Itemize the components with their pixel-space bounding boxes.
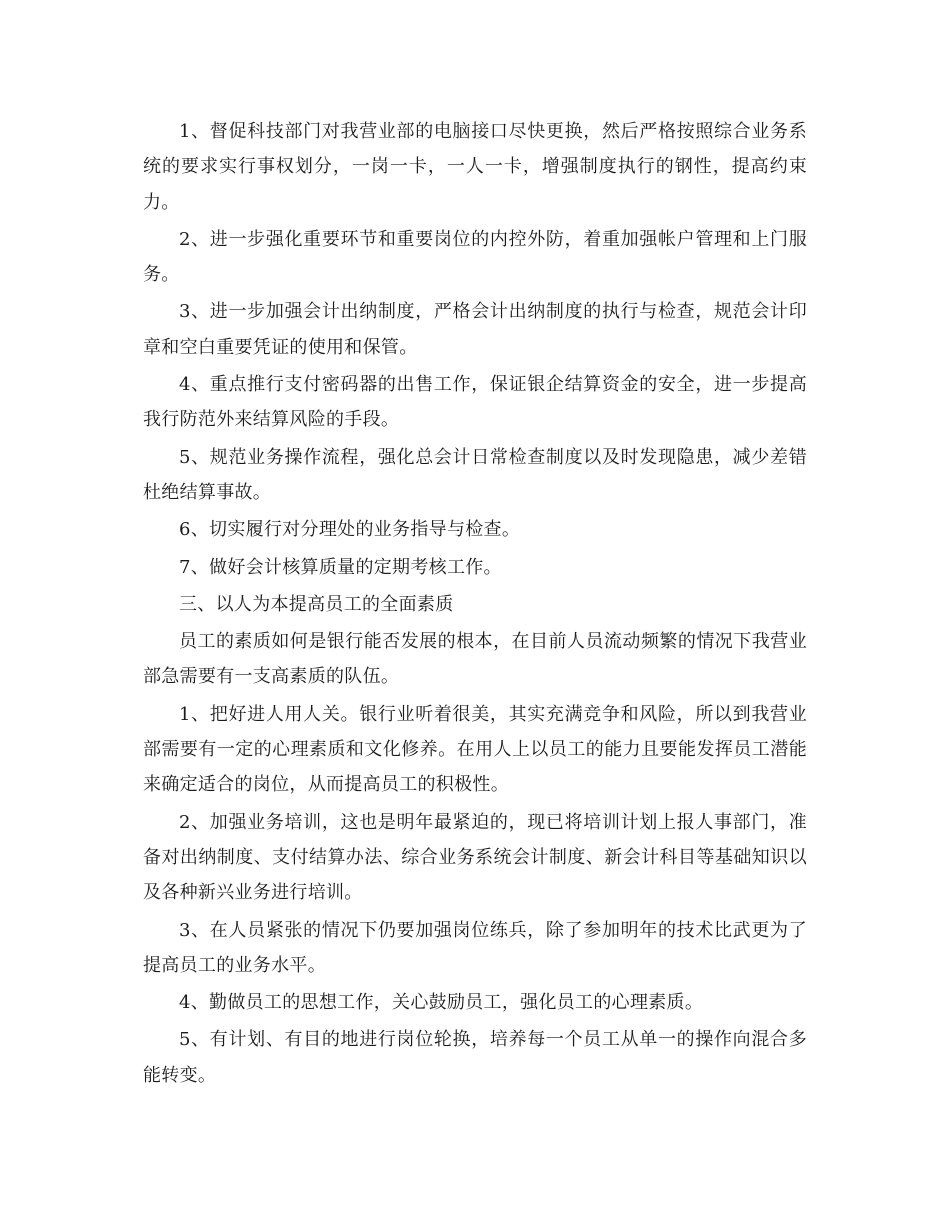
document-body (143, 114, 807, 1095)
staff-item-1: 1、把好进人用人关。银行业听着很美，其实充满竞争和风险，所以到我营业部需要有一定的心理素质和文化修养。在用人上以员工的能力且要能发挥员工潜能来确定适合的岗位，从而提高员工的积极性。 (143, 703, 807, 796)
paragraph-item-6: 6、切实履行对分理处的业务指导与检查。 (179, 519, 521, 541)
paragraph-item-7: 7、做好会计核算质量的定期考核工作。 (179, 556, 502, 578)
section-intro-paragraph: 员工的素质如何是银行能否发展的根本，在目前人员流动频繁的情况下我营业部急需要有一支高素质的队伍。 (143, 631, 807, 688)
staff-item-4: 4、勤做员工的思想工作，关心鼓励员工，强化员工的心理素质。 (179, 992, 704, 1014)
staff-item-2: 2、加强业务培训，这也是明年最紧迫的，现已将培训计划上报人事部门，准备对出纳制度、支付结算办法、综合业务系统会计制度、新会计科目等基础知识以及各种新兴业务进行培训。 (143, 811, 807, 904)
staff-item-5: 5、有计划、有目的地进行岗位轮换，培养每一个员工从单一的操作向混合多能转变。 (143, 1029, 807, 1086)
paragraph-item-4: 4、重点推行支付密码器的出售工作，保证银企结算资金的安全，进一步提高我行防范外来结算风险的手段。 (143, 374, 807, 431)
paragraph-item-3: 3、进一步加强会计出纳制度，严格会计出纳制度的执行与检查，规范会计印章和空白重要凭证的使用和保管。 (143, 301, 807, 358)
paragraph-item-1: 1、督促科技部门对我营业部的电脑接口尽快更换，然后严格按照综合业务系统的要求实行事权划分，一岗一卡，一人一卡，增强制度执行的钢性，提高约束力。 (143, 121, 807, 213)
paragraph-item-5: 5、规范业务操作流程，强化总会计日常检查制度以及时发现隐患，减少差错杜绝结算事故。 (143, 446, 807, 503)
paragraph-item-2: 2、进一步强化重要环节和重要岗位的内控外防，着重加强帐户管理和上门服务。 (143, 228, 807, 286)
staff-item-3: 3、在人员紧张的情况下仍要加强岗位练兵，除了参加明年的技术比武更为了提高员工的业务水平。 (143, 919, 807, 976)
section-heading: 三、以人为本提高员工的全面素质 (179, 593, 454, 615)
